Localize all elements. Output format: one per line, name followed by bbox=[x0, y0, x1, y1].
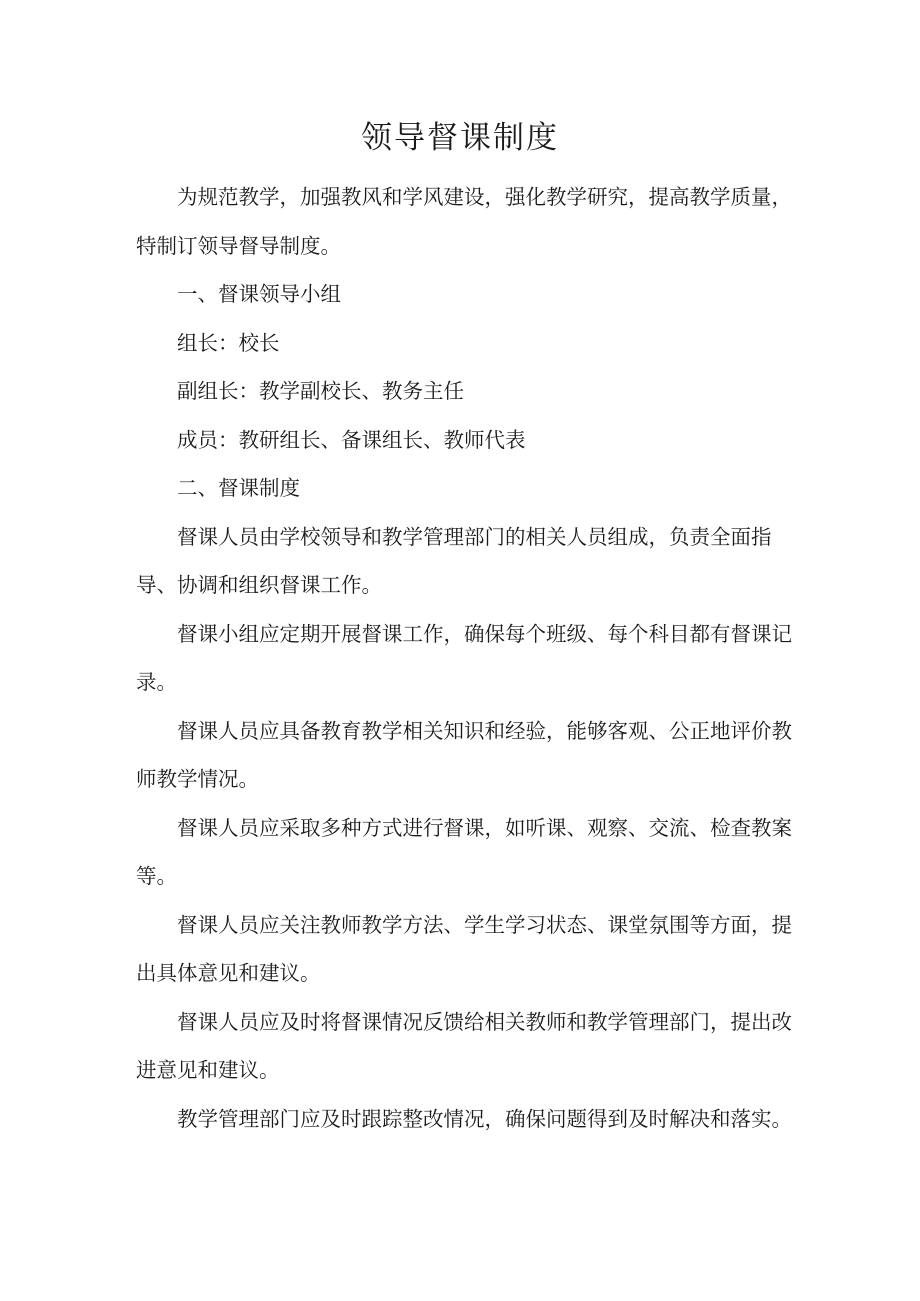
rule-paragraph-6: 督课人员应及时将督课情况反馈给相关教师和教学管理部门，提出改进意见和建议。 bbox=[136, 1009, 792, 1082]
deputy-leader-line: 副组长：教学副校长、教务主任 bbox=[177, 379, 464, 403]
rule-paragraph-1: 督课人员由学校领导和教学管理部门的相关人员组成，负责全面指导、协调和组织督课工作。 bbox=[136, 524, 772, 597]
intro-paragraph: 为规范教学，加强教风和学风建设，强化教学研究，提高教学质量，特制订领导督导制度。 bbox=[136, 185, 792, 258]
document-body bbox=[136, 173, 806, 1143]
rule-paragraph-3: 督课人员应具备教育教学相关知识和经验，能够客观、公正地评价教师教学情况。 bbox=[136, 718, 792, 791]
rule-paragraph-4: 督课人员应采取多种方式进行督课，如听课、观察、交流、检查教案等。 bbox=[136, 815, 792, 888]
members-line: 成员：教研组长、备课组长、教师代表 bbox=[177, 427, 526, 452]
rule-paragraph-5: 督课人员应关注教师教学方法、学生学习状态、课堂氛围等方面，提出具体意见和建议。 bbox=[136, 912, 792, 985]
rule-paragraph-2: 督课小组应定期开展督课工作，确保每个班级、每个科目都有督课记录。 bbox=[136, 621, 792, 694]
leader-line: 组长：校长 bbox=[177, 330, 280, 355]
section-heading-1: 一、督课领导小组 bbox=[177, 282, 341, 306]
rule-paragraph-7: 教学管理部门应及时跟踪整改情况，确保问题得到及时解决和落实。 bbox=[177, 1106, 792, 1131]
document-title: 领导督课制度 bbox=[361, 120, 559, 156]
section-heading-2: 二、督课制度 bbox=[177, 476, 300, 500]
